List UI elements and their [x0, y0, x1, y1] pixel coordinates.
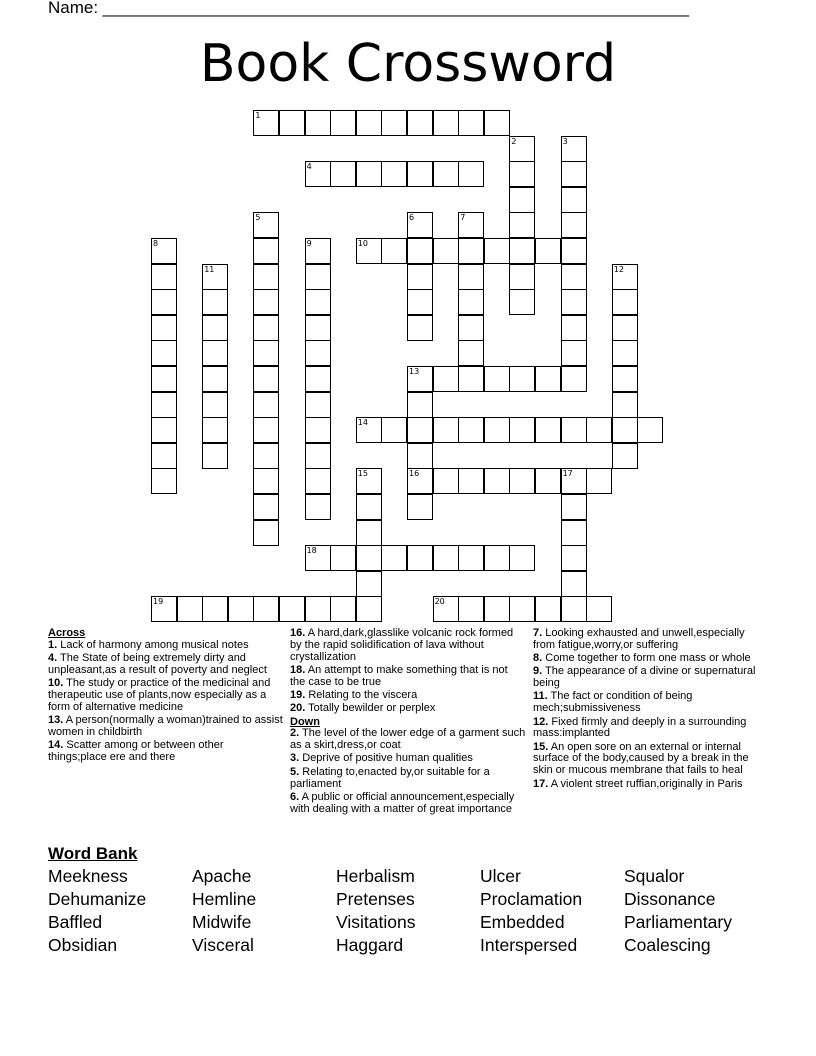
clue-text: A person(normally a woman)trained to assist women in childbirth: [48, 714, 283, 738]
grid-cell[interactable]: [612, 315, 638, 341]
grid-cell[interactable]: [433, 238, 459, 264]
grid-cell-4[interactable]: [305, 161, 331, 187]
clue-number: 16: [409, 469, 420, 479]
clue-number: 9: [306, 239, 312, 248]
grid-cell-11[interactable]: [202, 264, 228, 290]
across-heading: Across: [48, 627, 86, 639]
clue-text: The fact or condition of being mech;submissiveness: [533, 690, 693, 715]
grid-cell-18[interactable]: [305, 545, 331, 571]
word-bank-item: Interspersed: [480, 935, 578, 955]
grid-cell[interactable]: [612, 366, 638, 392]
clue: [533, 742, 769, 777]
clue-text: Looking exhausted and unwell,especially from fatigue,worry,or suffering: [533, 627, 745, 651]
clue: [533, 628, 769, 652]
grid-cell[interactable]: [202, 315, 228, 341]
clue: [533, 779, 769, 791]
word-bank-item: Dehumanize: [48, 889, 147, 909]
grid-cell[interactable]: [407, 264, 433, 290]
grid-cell[interactable]: [561, 545, 587, 571]
grid-cell[interactable]: [561, 340, 587, 366]
clue: [290, 792, 526, 816]
clue-number: 14.: [48, 739, 64, 752]
grid-cell[interactable]: [253, 315, 279, 341]
clue-number: 17: [562, 469, 573, 479]
grid-cell[interactable]: [561, 315, 587, 341]
grid-cell[interactable]: [407, 238, 433, 264]
grid-cell[interactable]: [561, 212, 587, 238]
grid-cell[interactable]: [330, 545, 356, 571]
clue: [48, 678, 284, 713]
grid-cell[interactable]: [305, 315, 331, 341]
grid-cell[interactable]: [253, 417, 279, 443]
grid-cell[interactable]: [202, 443, 228, 469]
word-bank-item: Pretenses: [336, 889, 415, 909]
grid-cell[interactable]: [305, 110, 331, 136]
grid-cell-9[interactable]: [305, 238, 331, 264]
grid-cell[interactable]: [612, 443, 638, 469]
grid-cell[interactable]: [202, 417, 228, 443]
grid-cell-5[interactable]: [253, 212, 279, 238]
grid-cell[interactable]: [381, 238, 407, 264]
clue-number: 4: [306, 162, 312, 172]
grid-cell[interactable]: [253, 366, 279, 392]
clue: [290, 690, 526, 702]
grid-cell[interactable]: [509, 238, 535, 264]
grid-cell[interactable]: [151, 468, 177, 494]
clue-number: 20.: [290, 702, 306, 715]
clue-text: Deprive of positive human qualities: [302, 752, 473, 765]
grid-cell[interactable]: [151, 340, 177, 366]
word-bank-item: Herbalism: [336, 866, 415, 886]
clue-number: 1: [255, 111, 261, 120]
clue-text: Totally bewilder or perplex: [308, 702, 436, 715]
clue: [290, 767, 526, 791]
grid-cell[interactable]: [330, 596, 356, 622]
word-bank-item: Ulcer: [480, 866, 521, 886]
clues-column-1: [48, 628, 284, 765]
grid-cell[interactable]: [177, 596, 203, 622]
word-bank-item: Haggard: [336, 935, 404, 955]
grid-cell[interactable]: [458, 315, 484, 341]
grid-cell[interactable]: [561, 238, 587, 264]
grid-cell[interactable]: [305, 468, 331, 494]
grid-cell[interactable]: [407, 289, 433, 315]
grid-cell[interactable]: [535, 366, 561, 392]
grid-cell[interactable]: [509, 264, 535, 290]
clue-number: 11: [204, 264, 215, 274]
grid-cell[interactable]: [407, 443, 433, 469]
grid-cell[interactable]: [253, 289, 279, 315]
grid-cell[interactable]: [561, 264, 587, 290]
grid-cell-17[interactable]: [561, 468, 587, 494]
clue-number: 17.: [533, 777, 549, 790]
grid-cell[interactable]: [458, 264, 484, 290]
grid-cell[interactable]: [151, 289, 177, 315]
clue-number: 13.: [48, 714, 64, 727]
clue-text: Fixed firmly and deeply in a surrounding mass:implanted: [533, 715, 747, 740]
grid-cell[interactable]: [202, 289, 228, 315]
grid-cell[interactable]: [228, 596, 254, 622]
grid-cell[interactable]: [484, 110, 510, 136]
down-heading: Down: [290, 715, 320, 728]
clue: [48, 740, 284, 764]
grid-cell-3[interactable]: [561, 136, 587, 162]
clue: [290, 728, 526, 752]
grid-cell[interactable]: [202, 366, 228, 392]
clue-text: A hard,dark,glasslike volcanic rock formed by the rapid solidification of lava without crystallization: [290, 627, 514, 663]
grid-cell[interactable]: [253, 520, 279, 546]
word-bank-item: Apache: [192, 866, 252, 886]
clue: [290, 703, 526, 715]
grid-cell[interactable]: [356, 110, 382, 136]
grid-cell[interactable]: [202, 392, 228, 418]
clue: [48, 653, 284, 677]
clue: [533, 691, 769, 715]
clue-number: 5.: [290, 765, 300, 778]
grid-cell[interactable]: [305, 392, 331, 418]
grid-cell[interactable]: [356, 571, 382, 597]
grid-cell[interactable]: [433, 161, 459, 187]
word-bank-item: Meekness: [48, 866, 128, 886]
grid-cell[interactable]: [330, 161, 356, 187]
grid-cell[interactable]: [356, 520, 382, 546]
grid-cell[interactable]: [509, 545, 535, 571]
grid-cell[interactable]: [305, 264, 331, 290]
grid-cell[interactable]: [202, 340, 228, 366]
grid-cell[interactable]: [381, 545, 407, 571]
grid-cell[interactable]: [407, 110, 433, 136]
grid-cell[interactable]: [586, 417, 612, 443]
grid-cell-14[interactable]: [356, 417, 382, 443]
grid-cell[interactable]: [356, 596, 382, 622]
word-bank-item: Squalor: [624, 866, 685, 886]
grid-cell[interactable]: [279, 110, 305, 136]
grid-cell-1[interactable]: [253, 110, 279, 136]
grid-cell[interactable]: [151, 417, 177, 443]
grid-cell[interactable]: [586, 596, 612, 622]
clue: [290, 628, 526, 663]
grid-cell[interactable]: [253, 264, 279, 290]
grid-cell[interactable]: [586, 468, 612, 494]
grid-cell[interactable]: [561, 596, 587, 622]
grid-cell[interactable]: [561, 161, 587, 187]
grid-cell[interactable]: [356, 494, 382, 520]
grid-cell[interactable]: [381, 110, 407, 136]
clue-number: 10.: [48, 677, 64, 690]
grid-cell[interactable]: [612, 392, 638, 418]
grid-cell[interactable]: [637, 417, 663, 443]
grid-cell[interactable]: [305, 417, 331, 443]
grid-cell[interactable]: [407, 417, 433, 443]
grid-cell[interactable]: [151, 264, 177, 290]
grid-cell[interactable]: [356, 161, 382, 187]
grid-cell[interactable]: [561, 366, 587, 392]
word-bank-item: Visceral: [192, 935, 254, 955]
grid-cell[interactable]: [535, 596, 561, 622]
clue-text: Scatter among or between other things;place ere and there: [48, 739, 224, 763]
clue-number: 7: [460, 213, 466, 223]
grid-cell[interactable]: [509, 596, 535, 622]
clue-number: 3: [562, 136, 568, 146]
grid-cell[interactable]: [381, 417, 407, 443]
grid-cell[interactable]: [484, 366, 510, 392]
grid-cell[interactable]: [612, 417, 638, 443]
word-bank-item: Obsidian: [48, 935, 118, 955]
grid-cell[interactable]: [151, 315, 177, 341]
grid-cell[interactable]: [356, 545, 382, 571]
grid-cell[interactable]: [330, 110, 356, 136]
page-title: Book Crossword: [199, 34, 617, 94]
word-bank-item: Hemline: [192, 889, 257, 909]
grid-cell-15[interactable]: [356, 468, 382, 494]
grid-cell[interactable]: [458, 545, 484, 571]
grid-cell-2[interactable]: [509, 136, 535, 162]
grid-cell[interactable]: [279, 596, 305, 622]
grid-cell[interactable]: [535, 468, 561, 494]
grid-cell[interactable]: [458, 110, 484, 136]
clue-number: 14: [357, 418, 368, 428]
grid-cell-13[interactable]: [407, 366, 433, 392]
clue: [533, 653, 769, 665]
grid-cell[interactable]: [253, 494, 279, 520]
word-bank-item: Visitations: [336, 912, 416, 932]
clue: [290, 665, 526, 689]
clue-number: 19.: [290, 688, 306, 701]
clue-number: 15.: [533, 740, 549, 753]
grid-cell[interactable]: [561, 417, 587, 443]
grid-cell[interactable]: [612, 289, 638, 315]
clue-text: The level of the lower edge of a garment such as a skirt,dress,or coat: [290, 727, 526, 752]
grid-cell[interactable]: [458, 340, 484, 366]
grid-cell[interactable]: [484, 238, 510, 264]
grid-cell[interactable]: [458, 417, 484, 443]
grid-cell-6[interactable]: [407, 212, 433, 238]
clue-number: 3.: [290, 752, 300, 765]
grid-cell[interactable]: [484, 417, 510, 443]
grid-cell[interactable]: [305, 494, 331, 520]
clue-text: Relating to the viscera: [308, 688, 418, 701]
grid-cell[interactable]: [535, 238, 561, 264]
grid-cell[interactable]: [407, 315, 433, 341]
grid-cell[interactable]: [509, 289, 535, 315]
grid-cell[interactable]: [151, 392, 177, 418]
grid-cell[interactable]: [458, 596, 484, 622]
grid-cell[interactable]: [433, 366, 459, 392]
grid-cell[interactable]: [151, 443, 177, 469]
clue-number: 5: [255, 213, 261, 223]
grid-cell[interactable]: [484, 596, 510, 622]
grid-cell[interactable]: [202, 596, 228, 622]
grid-cell[interactable]: [253, 392, 279, 418]
grid-cell[interactable]: [561, 187, 587, 213]
grid-cell[interactable]: [535, 417, 561, 443]
grid-cell[interactable]: [253, 468, 279, 494]
clue-number: 13: [409, 367, 420, 376]
word-bank-item: Coalescing: [624, 935, 711, 955]
clue-text: Relating to,enacted by,or suitable for a parliament: [290, 765, 490, 790]
clue-text: The State of being extremely dirty and unpleasant,as a result of poverty and neglect: [48, 652, 267, 676]
grid-cell[interactable]: [407, 494, 433, 520]
grid-cell[interactable]: [509, 366, 535, 392]
clue-number: 18: [306, 546, 317, 556]
grid-cell-12[interactable]: [612, 264, 638, 290]
grid-cell[interactable]: [253, 443, 279, 469]
grid-cell[interactable]: [305, 366, 331, 392]
clue-number: 2.: [290, 727, 300, 740]
grid-cell[interactable]: [305, 443, 331, 469]
grid-cell[interactable]: [509, 212, 535, 238]
clue-number: 8.: [533, 652, 543, 665]
grid-cell[interactable]: [407, 161, 433, 187]
grid-cell-10[interactable]: [356, 238, 382, 264]
grid-cell[interactable]: [433, 468, 459, 494]
clue-text: An attempt to make something that is not the case to be true: [290, 663, 508, 688]
clue: [48, 715, 284, 739]
grid-cell[interactable]: [253, 238, 279, 264]
clue-number: 16.: [290, 627, 306, 639]
grid-cell[interactable]: [458, 289, 484, 315]
word-bank-item: Embedded: [480, 912, 565, 932]
grid-cell-19[interactable]: [151, 596, 177, 622]
clue-number: 7.: [533, 627, 543, 639]
word-bank-item: Parliamentary: [624, 912, 732, 932]
clue-text: The appearance of a divine or supernatural being: [533, 665, 756, 690]
clue: [533, 666, 769, 690]
clue-number: 10: [357, 239, 368, 248]
grid-cell[interactable]: [407, 392, 433, 418]
word-bank-item: Baffled: [48, 912, 103, 932]
clue-number: 4.: [48, 652, 58, 665]
clue-text: Come together to form one mass or whole: [545, 652, 751, 665]
grid-cell[interactable]: [253, 596, 279, 622]
grid-cell[interactable]: [407, 545, 433, 571]
grid-cell-7[interactable]: [458, 212, 484, 238]
word-bank-item: Proclamation: [480, 889, 583, 909]
clue-text: An open sore on an external or internal surface of the body,caused by a break in the skin or mucous membrane that fails to heal: [533, 740, 749, 777]
grid-cell[interactable]: [484, 468, 510, 494]
grid-cell[interactable]: [509, 417, 535, 443]
clue-text: Lack of harmony among musical notes: [60, 638, 249, 651]
grid-cell[interactable]: [561, 520, 587, 546]
clue-number: 6: [409, 213, 415, 223]
grid-cell[interactable]: [458, 161, 484, 187]
grid-cell[interactable]: [509, 468, 535, 494]
grid-cell[interactable]: [561, 289, 587, 315]
clues-column-3: [533, 628, 769, 792]
grid-cell-16[interactable]: [407, 468, 433, 494]
grid-cell[interactable]: [509, 161, 535, 187]
grid-cell[interactable]: [433, 110, 459, 136]
clue-number: 6.: [290, 790, 300, 803]
clue-number: 8: [153, 239, 159, 248]
grid-cell[interactable]: [458, 238, 484, 264]
clue-number: 11.: [533, 690, 548, 703]
clue-number: 20: [434, 597, 445, 607]
clue: [533, 717, 769, 741]
grid-cell[interactable]: [381, 161, 407, 187]
clue-number: 15: [357, 469, 368, 479]
grid-cell[interactable]: [433, 417, 459, 443]
grid-cell[interactable]: [561, 494, 587, 520]
clue-number: 2: [511, 136, 517, 146]
clue-text: A violent street ruffian,originally in Paris: [550, 777, 743, 790]
clue-number: 12: [613, 264, 624, 274]
clue: [290, 753, 526, 765]
name-line: Name: ______________________________________________________________: [48, 0, 689, 17]
clue-number: 18.: [290, 663, 306, 676]
grid-cell[interactable]: [458, 468, 484, 494]
grid-cell-8[interactable]: [151, 238, 177, 264]
word-bank-title: Word Bank: [48, 844, 138, 863]
grid-cell[interactable]: [484, 545, 510, 571]
clue-number: 12.: [533, 715, 549, 728]
grid-cell[interactable]: [509, 187, 535, 213]
clue-text: The study or practice of the medicinal and therapeutic use of plants,now especially as a form of alternative medicine: [48, 677, 271, 713]
clue-number: 19: [153, 597, 164, 607]
grid-cell[interactable]: [561, 571, 587, 597]
grid-cell[interactable]: [433, 545, 459, 571]
grid-cell[interactable]: [612, 340, 638, 366]
clue-number: 1.: [48, 638, 58, 651]
clues-column-2: [290, 628, 526, 817]
clue-number: 9.: [533, 665, 543, 678]
grid-cell-20[interactable]: [433, 596, 459, 622]
grid-cell[interactable]: [305, 596, 331, 622]
word-bank-item: Midwife: [192, 912, 252, 932]
word-bank-item: Dissonance: [624, 889, 716, 909]
clue-text: A public or official announcement,especially with dealing with a matter of great importance: [290, 790, 515, 815]
clue: [48, 640, 284, 652]
grid-cell[interactable]: [253, 340, 279, 366]
grid-cell[interactable]: [305, 289, 331, 315]
grid-cell[interactable]: [458, 366, 484, 392]
grid-cell[interactable]: [305, 340, 331, 366]
grid-cell[interactable]: [151, 366, 177, 392]
